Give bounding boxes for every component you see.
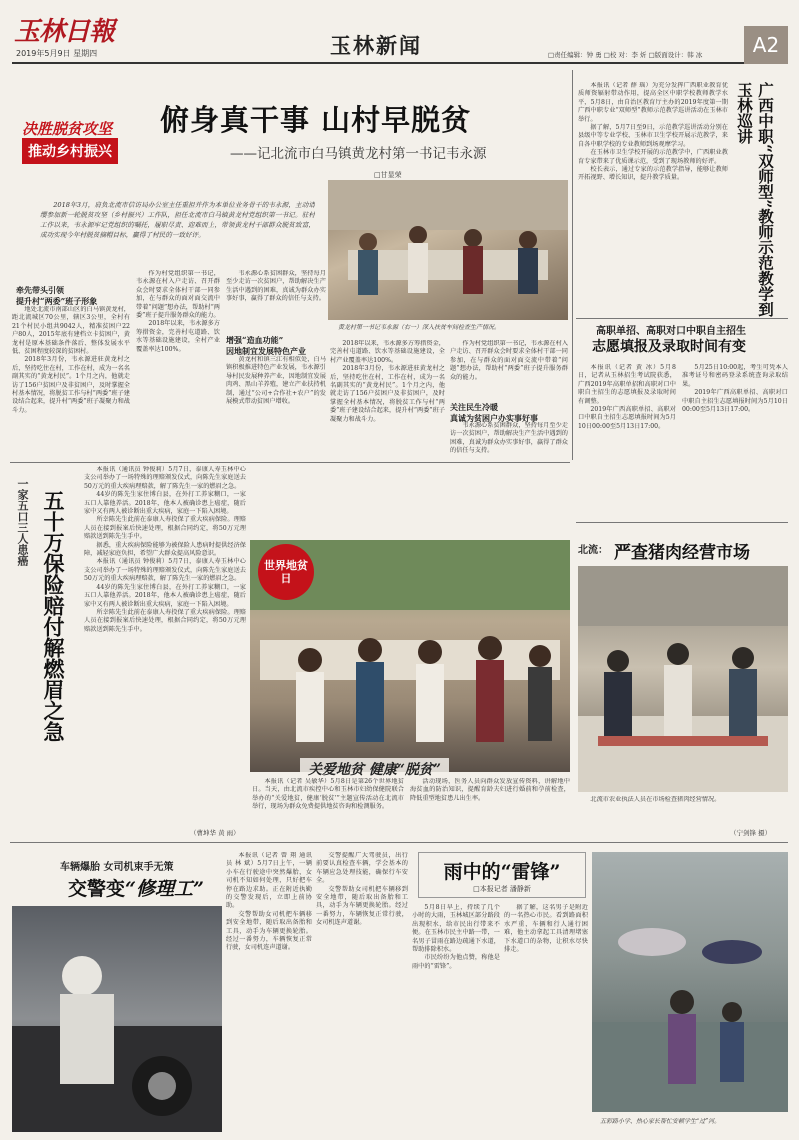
teaching-body (578, 82, 728, 318)
lead-sub1-line1: 牵先带头引领 (16, 285, 64, 295)
masthead (0, 0, 799, 62)
lead-col1 (12, 306, 130, 456)
lead-p5: 2018年以来，韦永源多方筹措资金，完善村屯道路、饮水等基础设施建设，全村产业覆盖率达100%。 (136, 320, 220, 353)
rain-col2 (504, 904, 588, 1130)
lead-sub3-line2: 真诚为贫困户办实事好事 (450, 413, 538, 423)
lead-p6: 韦永源心系贫困群众，坚持每月至少走访一次贫困户，帮助解决生产生活中遇到的困难，真诚为群众办实事好事，赢得了群众的信任与支持。 (450, 422, 568, 455)
rain-byline: □本报记者 潘静新 (473, 884, 531, 893)
lead-sub2-line2: 因地制宜发展特色产业 (226, 346, 306, 356)
traffic-p1: 本报讯（记者 曾 翔 通讯员 林 斌）5月7日上午，一辆小车在行驶途中突然爆胎，女司机不知如何处理，只好把车停在路边求助。正在附近执勤的交警发现后，立即上前协助。 (226, 852, 312, 910)
lead-p3: 作为村党组织第一书记，韦永源在村入户走访、召开群众会时要求全体村干部一同参加，在与群众的面对面交流中带着“问题”想办法，帮助村“两委”班子提升服务群众的能力。 (136, 270, 220, 320)
traffic-photo (12, 906, 222, 1132)
traffic-kicker: 车辆爆胎 女司机束手无策 (60, 862, 174, 873)
rain-p2: 据了解，这名男子是附近的一名热心市民。看到路面积水严重，车辆和行人通行困难，他主动拿起工具清理堵塞下水道口的杂物，让积水尽快排走。 (504, 904, 588, 954)
insurance-p1: 本报讯（通讯员 钟俊莉）5月7日，泰康人寿玉林中心支公司举办了一场特殊的理赔颁发仪式，向陈先生家庭送去50万元的重大疾病理赔款，解了陈先生一家的燃眉之急。 (84, 466, 246, 490)
teaching-headline: 广西中职“双师型”教师示范教学到玉林巡讲 (735, 82, 775, 317)
page-number: A2 (752, 33, 780, 57)
traffic-headline-2: “修理工” (125, 878, 204, 900)
rain-headline-box (418, 852, 586, 898)
lead-sub2 (226, 335, 306, 357)
lead-p2b: 2018年3月份，韦永源进驻黄龙村之后，坚持吃住在村，工作在村，成为一名名副其实的“黄龙村民”。1个月之内，他就走访了156户贫困户及非贫困户，及时掌握全村基本情况，将脱贫工作与村“两委”班子建设结合起来，提升村“两委”班子凝聚力和战斗力。 (330, 365, 445, 423)
pork-photo-scene (578, 566, 788, 792)
rain-photo (592, 852, 788, 1112)
rain-photo-caption: 五彩路小学、热心家长帮忙安顿学生“过”河。 (600, 1118, 721, 1125)
pork-caption-text: 北流市农业执法人员在市场检查猪肉经营情况。 (590, 796, 721, 803)
traffic-col2 (316, 852, 408, 1128)
rain-col1 (412, 904, 500, 1130)
exam-headline-2: 志愿填报及录取时间有变 (592, 339, 746, 355)
exam-p1: 本报讯（记者 黄 冰）5月8日，记者从玉林招生考试院获悉，广西2019年高职单招和高职对口中职自主招生的志愿填报及录取时间有调整。 (578, 364, 676, 405)
teaching-rule (576, 318, 788, 319)
lead-col2 (136, 270, 220, 456)
lead-byline: □甘显荣 (374, 171, 402, 179)
insurance-p2: 44岁的陈先生家住博白县，在外打工养家糊口，一家五口人靠他养活。2018年，他本人被确诊患上癌症，随后家中又有两人被诊断出重大疾病，家庭一下陷入困境。 (84, 491, 246, 516)
health-p2: 活动现场，医务人员向群众发放宣传资料，讲解地中海贫血的防治知识，提醒育龄夫妇进行婚前和孕前检查，降低重型地贫患儿出生率。 (410, 778, 570, 802)
bottom-section-rule (10, 842, 788, 843)
traffic-p3: 交警提醒广大驾驶员，出行前要认真检查车辆，学会基本的车辆应急处理技能，确保行车安全。 (316, 852, 408, 885)
pork-byline: （宁剑锋 摄） (730, 829, 772, 837)
insurance-p3: 所幸陈先生此前在泰康人寿投保了重大疾病保险。理赔人员在接到报案后快速处理，根据合同约定，将50万元理赔款送到陈先生手中。 (84, 516, 246, 541)
editor-credits: □责任编辑：钟 勇 □校 对：李 炘 □版面设计：韩 冰 (548, 51, 703, 59)
lead-kicker-2: 推动乡村振兴 (22, 138, 118, 164)
lead-sub1-line2: 提升村“两委”班子形象 (16, 296, 98, 306)
insurance-vsub: 一家五口三人患癌 (16, 478, 29, 566)
lead-photo-scene (328, 180, 568, 320)
section-title: 玉林新闻 (330, 33, 422, 58)
teaching-p2: 据了解，5月7日至9日，示范教学巡讲活动分别在县级中等专业学校、玉林市卫生学校开展示范教学，来自各中职学校的专业教师到场观摩学习。 (578, 124, 728, 148)
lead-col5b (450, 422, 568, 462)
health-col1 (252, 778, 404, 838)
lead-p5b: 2018年以来，韦永源多方筹措资金，完善村屯道路、饮水等基础设施建设，全村产业覆盖率达100%。 (330, 340, 445, 364)
pork-kicker: 北流： (578, 545, 608, 556)
rain-p3: 市民纷纷为他点赞，称他是雨中的“雷锋”。 (412, 954, 500, 970)
insurance-body (84, 466, 246, 826)
teaching-p3: 在玉林市卫生学校开展的示范教学中，广西职业教育专家带来了优质课示范，受到了现场教师的好评。 (578, 149, 728, 165)
insurance-top-rule (10, 462, 570, 463)
exam-p2: 2019年广西高职单招、高职对口中职自主招生志愿填报时间为5月10日00:00至5月13日17:00。 (578, 406, 676, 430)
lead-p6-a: 韦永源心系贫困群众，坚持每月至少走访一次贫困户，帮助解决生产生活中遇到的困难，真诚为群众办实事好事，赢得了群众的信任与支持。 (226, 270, 326, 303)
pork-headline: 严查猪肉经营市场 (614, 543, 750, 563)
lead-photo-caption: 黄龙村第一书记韦永源（右一）深入扶贫车间检查生产情况。 (338, 324, 501, 331)
lead-p4: 黄龙村和镇三江有相似处，白马镇积极推进特色产业发展，韦永源引导村民发展种养产业，因地制宜发展肉鸡、黑山羊养殖，建立产业扶持机制，通过“公司+合作社+农户”的发展模式带动贫困户增收。 (226, 356, 326, 406)
traffic-col1 (226, 852, 312, 1128)
lead-photo (328, 180, 568, 320)
lead-sub3-line1: 关注民生冷暖 (450, 402, 498, 412)
health-col2 (410, 778, 570, 838)
lead-col3 (226, 270, 326, 328)
traffic-photo-scene (12, 906, 222, 1132)
rain-p1: 5月8日早上，持续了几个小时的大雨，玉林城区部分路段出现积水，给市民出行带来不便。在玉林市民主中路一带，一名男子冒雨在路边疏通下水道，帮助排除积水。 (412, 904, 500, 954)
traffic-p2: 交警帮助女司机把车辆移到安全地带，随后取出备胎和工具，动手为车辆更换轮胎。经过一番努力，车辆恢复正常行驶，女司机连声道谢。 (226, 910, 312, 952)
masthead-rule (12, 62, 744, 64)
pork-caption (578, 796, 788, 826)
exam-headline-1: 高职单招、高职对口中职自主招生 (596, 326, 746, 337)
lead-p3b: 作为村党组织第一书记，韦永源在村入户走访、召开群众会时要求全体村干部一同参加，在与群众的面对面交流中带着“问题”想办法，帮助村“两委”班子提升服务群众的能力。 (450, 340, 568, 381)
insurance-p3b: 所幸陈先生此前在泰康人寿投保了重大疾病保险。理赔人员在接到报案后快速处理，根据合同约定，将50万元理赔款送到陈先生手中。 (84, 608, 246, 633)
newspaper-logo: 玉林日報 (14, 17, 115, 47)
traffic-p2b: 交警帮助女司机把车辆移到安全地带，随后取出备胎和工具，动手为车辆更换轮胎。经过一番努力，车辆恢复正常行驶，女司机连声道谢。 (316, 885, 408, 927)
lead-sub3 (450, 402, 538, 424)
lead-col5 (450, 340, 568, 400)
teaching-p4: 校长表示，通过专家的示范教学指导，能够让教师开拓视野、增长知识，提升教学质量。 (578, 166, 728, 182)
lead-kicker-1: 决胜脱贫攻坚 (22, 120, 113, 138)
world-thalassemia-day-badge (258, 544, 314, 600)
insurance-headline: 五十万保险赔付解燃眉之急 (41, 490, 66, 742)
lead-subhead: ——记北流市白马镇黄龙村第一书记韦永源 (230, 146, 487, 162)
exam-col2 (682, 364, 788, 519)
insurance-p1b: 本报讯（通讯员 钟俊莉）5月7日，泰康人寿玉林中心支公司举办了一场特殊的理赔颁发仪式，向陈先生家庭送去50万元的重大疾病理赔款，解了陈先生一家的燃眉之急。 (84, 558, 246, 583)
issue-date: 2019年5月9日 星期四 (16, 49, 98, 58)
teaching-p1: 本报讯（记者 薛 瑶）为充分发挥广西职业教育优质师资辐射带动作用，提高全区中职学校教师教学水平，5月8日，由自治区教育厅主办的2019年度第一期广西中职专业“双师型”教师示范教学巡讲活动在玉林市举行。 (578, 82, 728, 123)
lead-p2: 2018年3月份，韦永源进驻黄龙村之后，坚持吃住在村，工作在村，成为一名名副其实的“黄龙村民”。1个月之内，他就走访了156户贫困户及非贫困户，及时掌握全村基本情况，将脱贫工作与村“两委”班子建设结合起来，提升村“两委”班子凝聚力和战斗力。 (12, 356, 130, 414)
lead-col3b (226, 356, 326, 456)
health-p1: 本报讯（记者 吴敏华）5月8日是第26个世界地贫日。当天，由北流市疾控中心和玉林市妇幼保健院联合举办的“关爱地贫，健康‘脱贫’”主题宣传活动在北流市举行，现场为群众免费提供地贫咨询和检测服务。 (252, 778, 404, 811)
column-rule-right (572, 70, 573, 460)
rain-photo-scene (592, 852, 788, 1112)
exam-p2b: 2019年广西高职单招、高职对口中职自主招生志愿填报时间为5月10日00:00至5月13日17:00。 (682, 389, 788, 414)
lead-col4 (330, 340, 445, 462)
badge-text: 世界地贫日 (264, 559, 308, 585)
pork-photo (578, 566, 788, 792)
exam-p3: 5月25日10:00起，考生可凭本人准考证号和密码登录系统查询录取结果。 (682, 364, 788, 388)
lead-headline: 俯身真干事 山村早脱贫 (160, 103, 472, 137)
exam-col1 (578, 364, 676, 519)
insurance-p2b: 44岁的陈先生家住博白县，在外打工养家糊口，一家五口人靠他养活。2018年，他本人被确诊患上癌症，随后家中又有两人被诊断出重大疾病，家庭一下陷入困境。 (84, 583, 246, 608)
traffic-headline-1: 交警变 (68, 878, 126, 900)
lead-p1: 地处北流市南部山区的白马镇黄龙村，距北流城区70公里，辖区3公里，全村有21个村民小组共9042人，精准贫困户22户80人，2015年底有建档立卡贫困户，黄龙村是原本基础条件落后、整体发展水平低、贫困程度较深的贫困村。 (12, 306, 130, 356)
exam-rule (576, 522, 788, 523)
lead-sub1 (16, 285, 146, 307)
insurance-p4: 据悉，重大疾病保险能够为被保险人患病时提供经济保障，减轻家庭负担，希望广大群众提高风险意识。 (84, 541, 246, 558)
lead-intro: 2018年3月，肩负北流市信访局办公室主任重担并作为本单位业务骨干的韦永源，主动请缨参加新一轮脱贫攻坚（乡村振兴）工作队，担任北流市白马镇黄龙村党组织第一书记。驻村工作以来，韦永源牢记党组织的嘱托，履职尽责、迎难而上，带领黄龙村干部群众脱贫致富，成功实现今年村脱贫摘帽目标，赢得了村民的一致好评。 (40, 201, 315, 239)
traffic-headline (68, 874, 204, 901)
page-number-badge (744, 26, 788, 64)
health-banner: 关爱地贫 健康“脱贫” (300, 758, 449, 780)
insurance-byline: （曹坤华 黄 雨） (190, 829, 240, 837)
rain-headline: 雨中的“雷锋” (443, 860, 561, 883)
lead-sub2-line1: 增强“造血功能” (226, 335, 284, 345)
